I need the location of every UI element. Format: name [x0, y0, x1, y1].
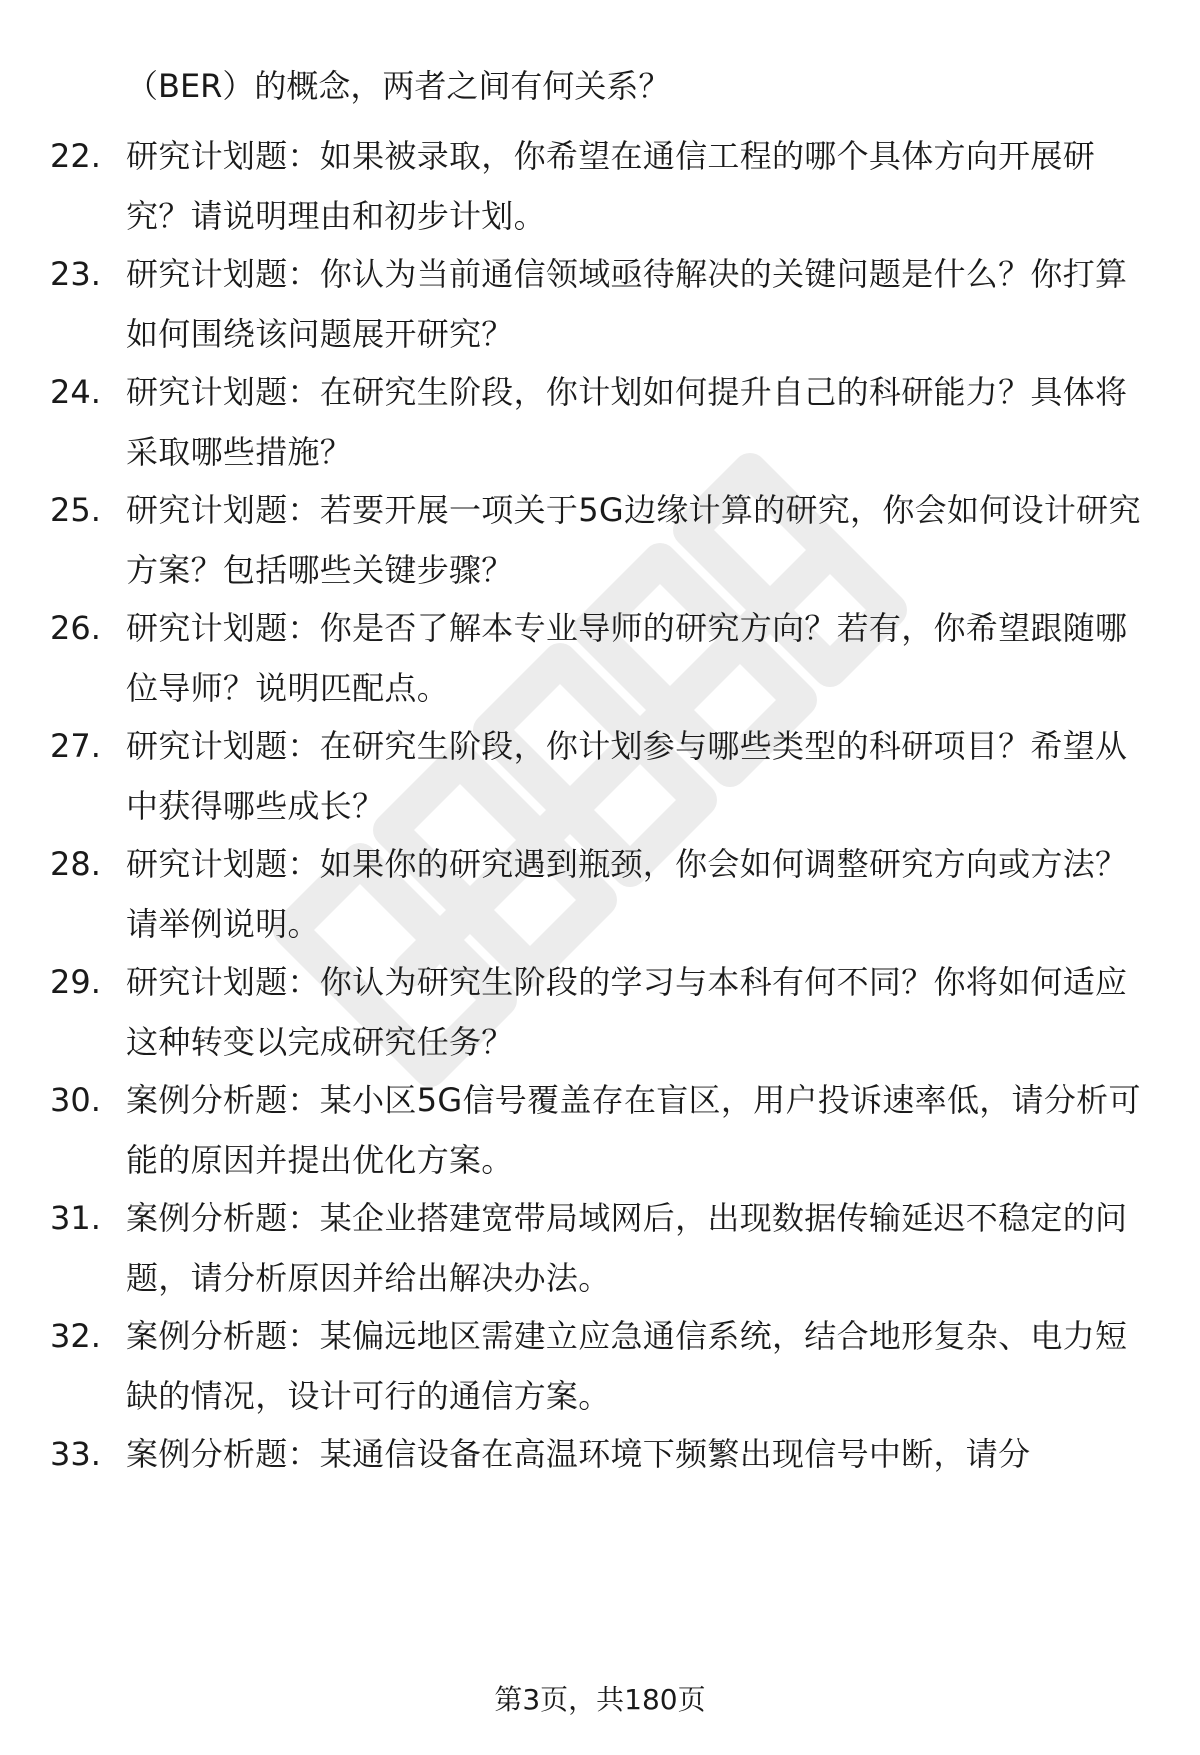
item-number: 22. [50, 137, 101, 175]
item-number: 23. [50, 255, 101, 293]
item-number: 31. [50, 1199, 101, 1237]
item-number: 24. [50, 373, 101, 411]
page-footer: 第3页，共180页 [494, 1683, 706, 1716]
item-number: 27. [50, 727, 101, 765]
item-text: 研究计划题：如果被录取，你希望在通信工程的哪个具体方向开展研究？请说明理由和初步计划。 [126, 137, 1096, 235]
item-number: 30. [50, 1081, 101, 1119]
item-text: 研究计划题：若要开展一项关于5G边缘计算的研究，你会如何设计研究方案？包括哪些关键步骤？ [126, 491, 1141, 589]
item-number: 33. [50, 1435, 101, 1473]
item-text: 案例分析题：某小区5G信号覆盖存在盲区，用户投诉速率低，请分析可能的原因并提出优化方案。 [126, 1081, 1141, 1179]
item-text: 案例分析题：某通信设备在高温环境下频繁出现信号中断，请分 [126, 1435, 1031, 1473]
item-text: 案例分析题：某偏远地区需建立应急通信系统，结合地形复杂、电力短缺的情况，设计可行的通信方案。 [126, 1317, 1128, 1415]
item-text: 研究计划题：你认为研究生阶段的学习与本科有何不同？你将如何适应这种转变以完成研究任务？ [126, 963, 1128, 1061]
item-text: 研究计划题：你是否了解本专业导师的研究方向？若有，你希望跟随哪位导师？说明匹配点。 [126, 609, 1128, 707]
item-number: 32. [50, 1317, 101, 1355]
continuation-text: （BER）的概念，两者之间有何关系？ [126, 67, 671, 105]
item-text: 研究计划题：如果你的研究遇到瓶颈，你会如何调整研究方向或方法？请举例说明。 [126, 845, 1128, 943]
item-number: 29. [50, 963, 101, 1001]
item-number: 25. [50, 491, 101, 529]
item-text: 案例分析题：某企业搭建宽带局域网后，出现数据传输延迟不稳定的问题，请分析原因并给出解决办法。 [126, 1199, 1128, 1297]
item-number: 26. [50, 609, 101, 647]
item-text: 研究计划题：在研究生阶段，你计划参与哪些类型的科研项目？希望从中获得哪些成长？ [126, 727, 1128, 825]
item-text: 研究计划题：在研究生阶段，你计划如何提升自己的科研能力？具体将采取哪些措施？ [126, 373, 1128, 471]
item-number: 28. [50, 845, 101, 883]
item-text: 研究计划题：你认为当前通信领域亟待解决的关键问题是什么？你打算如何围绕该问题展开研究？ [126, 255, 1128, 353]
